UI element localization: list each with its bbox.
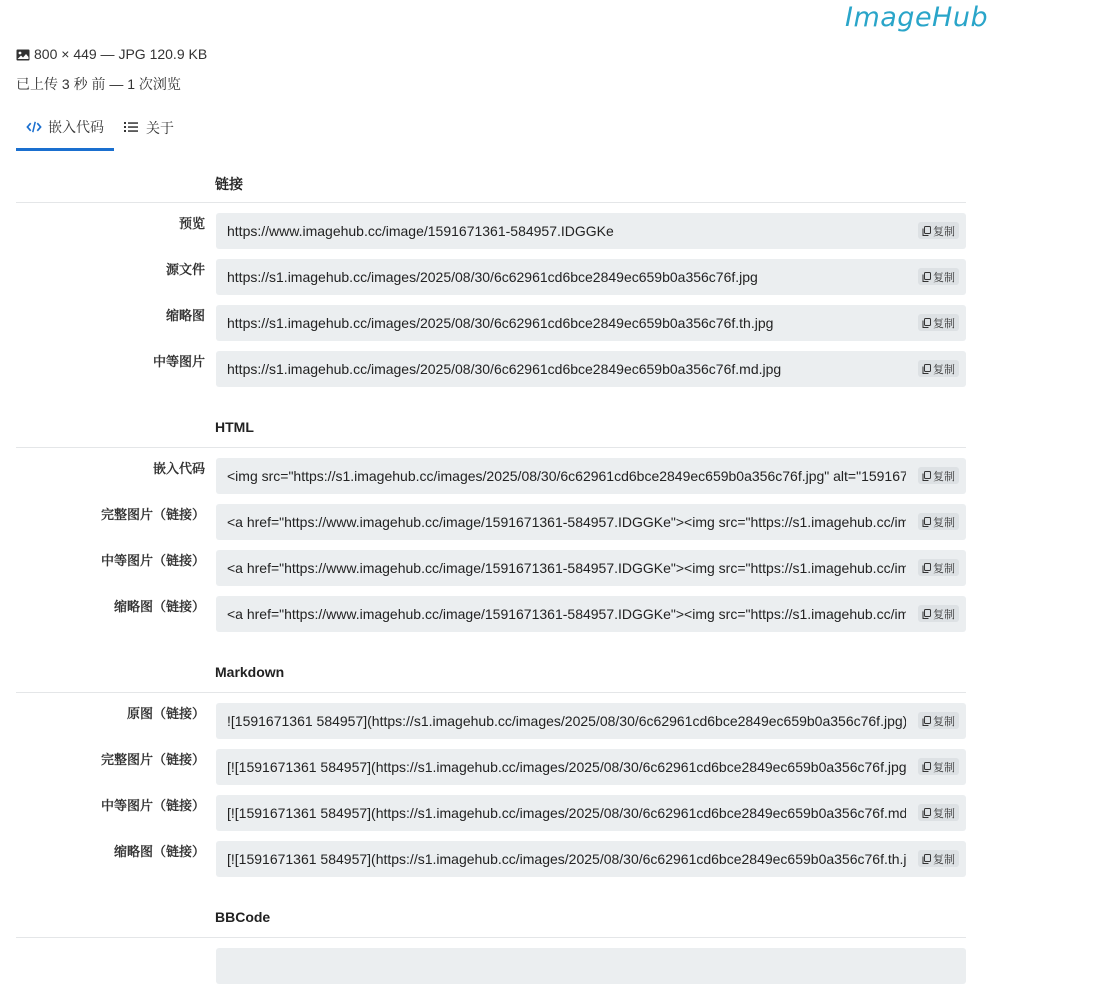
copy-icon — [922, 517, 931, 527]
row-label: 完整图片（链接） — [100, 507, 205, 522]
embed-row — [16, 494, 966, 540]
tab-about[interactable] — [114, 106, 184, 149]
copy-button[interactable]: 复制 — [918, 559, 959, 576]
image-dimensions-text: 800 × 449 — JPG 120.9 KB — [34, 46, 208, 62]
section-title: BBCode — [215, 909, 271, 925]
section-title: Markdown — [215, 664, 285, 680]
list-icon — [124, 121, 140, 135]
embed-row — [16, 540, 966, 586]
upload-info: 已上传 3 秒 前 — 1 次浏览 — [16, 76, 181, 92]
copy-button[interactable]: 复制 — [918, 513, 959, 530]
image-dimensions — [16, 46, 207, 62]
tab-embed-code[interactable] — [16, 106, 114, 151]
code-icon — [26, 120, 42, 134]
image-icon — [16, 48, 30, 60]
copy-button[interactable]: 复制 — [918, 268, 959, 285]
row-label: 完整图片（链接） — [100, 752, 205, 767]
row-label: 缩略图（链接） — [113, 599, 205, 614]
copy-icon — [922, 471, 931, 481]
embed-code-input[interactable] — [216, 749, 906, 785]
embed-code-input[interactable] — [216, 351, 906, 387]
copy-button[interactable]: 复制 — [918, 605, 959, 622]
section-html — [16, 400, 966, 632]
imagehub-logo[interactable]: ImageHub — [845, 2, 989, 33]
embed-row — [16, 938, 966, 984]
embed-row — [16, 785, 966, 831]
embed-code-input[interactable] — [216, 596, 906, 632]
row-label: 预览 — [178, 216, 205, 231]
embed-code-input[interactable] — [216, 550, 906, 586]
copy-icon — [922, 854, 931, 864]
copy-button[interactable]: 复制 — [918, 712, 959, 729]
copy-button[interactable]: 复制 — [918, 758, 959, 775]
embed-row — [16, 739, 966, 785]
copy-button[interactable]: 复制 — [918, 467, 959, 484]
embed-code-input[interactable] — [216, 703, 906, 739]
embed-row — [16, 295, 966, 341]
row-label: 中等图片 — [152, 354, 205, 369]
embed-row — [16, 448, 966, 494]
embed-code-input[interactable] — [216, 795, 906, 831]
row-label: 中等图片（链接） — [100, 553, 205, 568]
embed-row — [16, 341, 966, 387]
tab-about-label: 关于 — [146, 119, 174, 136]
copy-button[interactable]: 复制 — [918, 850, 959, 867]
embed-row — [16, 249, 966, 295]
section-links — [16, 155, 966, 387]
copy-button[interactable]: 复制 — [918, 804, 959, 821]
copy-icon — [922, 272, 931, 282]
embed-code-input[interactable] — [216, 213, 906, 249]
section-title: HTML — [215, 419, 254, 435]
embed-row — [16, 693, 966, 739]
embed-row — [16, 203, 966, 249]
copy-icon — [922, 716, 931, 726]
embed-code-input[interactable] — [216, 259, 906, 295]
copy-button[interactable]: 复制 — [918, 314, 959, 331]
tab-bar — [16, 106, 966, 151]
tab-embed-code-label: 嵌入代码 — [48, 119, 104, 135]
row-label: 缩略图（链接） — [113, 844, 205, 859]
copy-icon — [922, 762, 931, 772]
row-label: 嵌入代码 — [152, 461, 205, 476]
embed-code-input[interactable] — [216, 504, 906, 540]
row-label: 源文件 — [165, 262, 205, 277]
section-title: 链接 — [215, 176, 243, 192]
copy-icon — [922, 808, 931, 818]
copy-button[interactable]: 复制 — [918, 360, 959, 377]
copy-button[interactable]: 复制 — [918, 222, 959, 239]
copy-icon — [922, 563, 931, 573]
section-bbcode — [16, 890, 966, 984]
embed-code-input[interactable] — [216, 458, 906, 494]
copy-icon — [922, 226, 931, 236]
row-label: 缩略图 — [165, 308, 205, 323]
embed-row — [16, 586, 966, 632]
row-label: 原图（链接） — [126, 706, 205, 721]
section-markdown — [16, 645, 966, 877]
embed-code-input[interactable] — [216, 841, 906, 877]
embed-row — [16, 831, 966, 877]
copy-icon — [922, 609, 931, 619]
copy-icon — [922, 318, 931, 328]
embed-code-input[interactable] — [216, 305, 906, 341]
row-label: 中等图片（链接） — [100, 798, 205, 813]
copy-icon — [922, 364, 931, 374]
